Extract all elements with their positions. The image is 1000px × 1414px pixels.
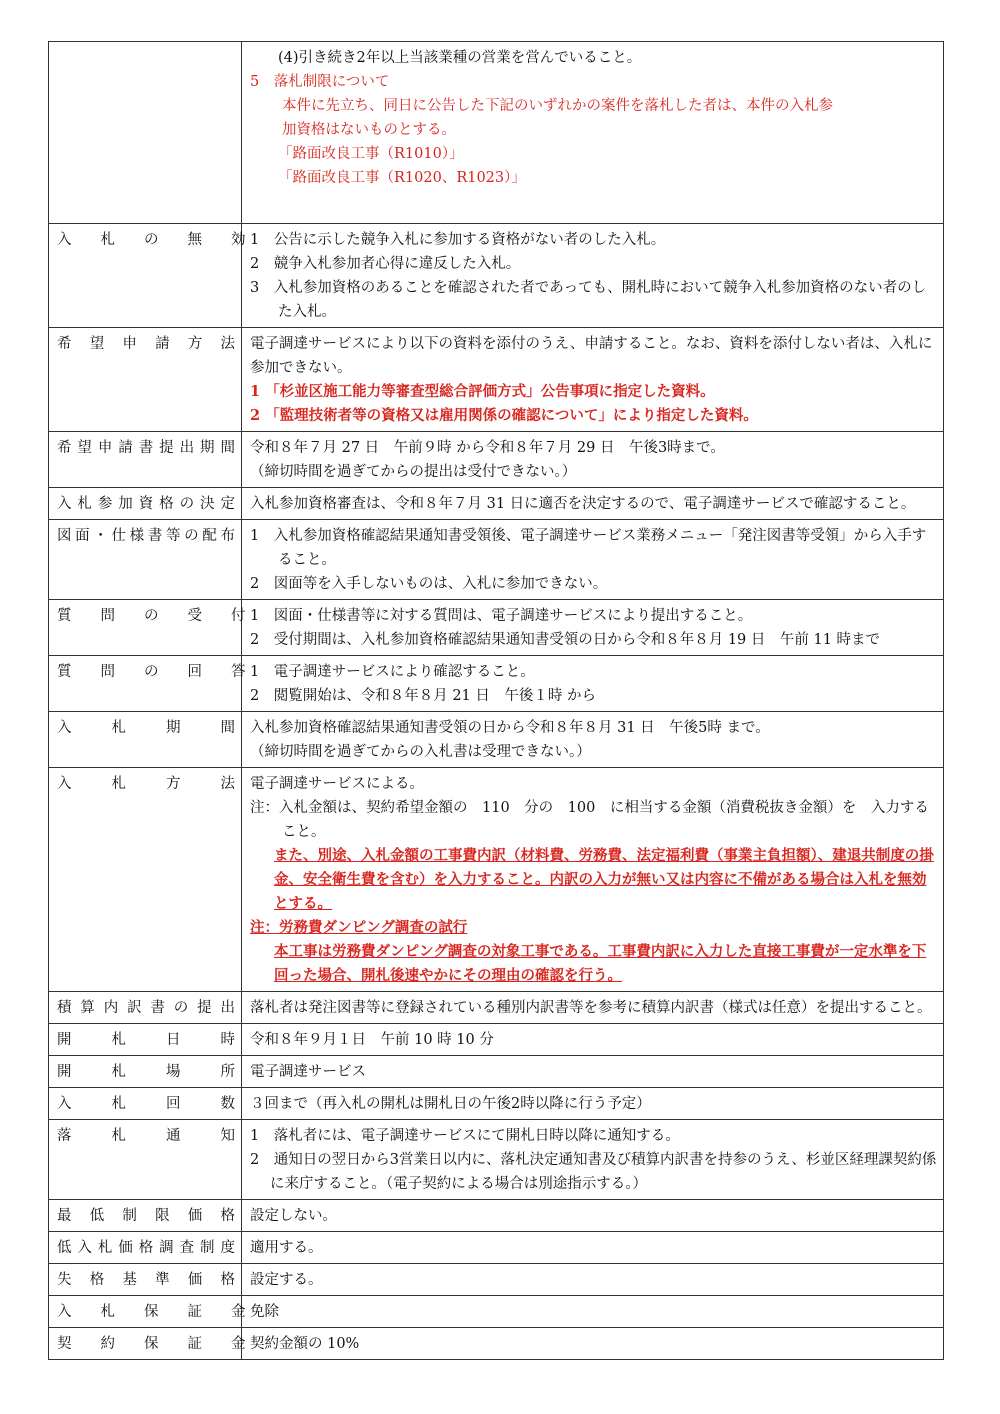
label-text: 積 算 内 訳 書 の 提 出 — [57, 1000, 235, 1016]
text-line: 1 電子調達サービスにより確認すること。 — [250, 664, 535, 680]
label-text: 質 問 の 回 答 — [57, 664, 246, 680]
row-content — [242, 432, 944, 488]
label-text: 入 札 の 無 効 — [57, 232, 246, 248]
row-label — [49, 1264, 242, 1296]
row-content — [242, 600, 944, 656]
table-row — [49, 488, 944, 520]
label-text: 入札参加資格の決定 — [57, 496, 235, 512]
text-line: 設定する。 — [250, 1272, 323, 1288]
row-label — [49, 712, 242, 768]
row-label — [49, 328, 242, 432]
table-row — [49, 328, 944, 432]
table-row — [49, 1200, 944, 1232]
row-label — [49, 656, 246, 712]
row-content — [242, 768, 944, 992]
label-text: 開 札 場 所 — [57, 1064, 235, 1080]
text-line: 設定しない。 — [250, 1208, 337, 1224]
row-content — [242, 488, 944, 520]
row-content — [242, 656, 944, 712]
row-content — [242, 1120, 944, 1200]
table-row — [49, 992, 944, 1024]
text-line: 免除 — [250, 1304, 279, 1320]
row-content — [242, 328, 944, 432]
label-text: 入 札 方 法 — [57, 776, 235, 792]
row-label — [49, 1232, 242, 1264]
row-content — [242, 1264, 944, 1296]
text-line: 入札参加資格審査は、令和８年７月 31 日に適否を決定するので、電子調達サービスで確認すること。 — [250, 496, 916, 512]
text-line: 1 「杉並区施工能力等審査型総合評価方式」公告事項に指定した資料。 — [250, 383, 715, 400]
bid-notice-table — [48, 41, 944, 1360]
text-line: 令和８年７月 27 日 午前９時 から令和８年７月 29 日 午後3時まで。 — [250, 440, 725, 456]
text-line: 令和８年９月１日 午前 10 時 10 分 — [250, 1032, 494, 1048]
text-line: 2 競争入札参加者心得に違反した入札。 — [250, 256, 521, 272]
text-line: 1 入札参加資格確認結果通知書受領後、電子調達サービス業務メニュー「発注図書等受領」から入手すること。 — [250, 528, 927, 568]
table-row — [49, 520, 944, 600]
label-text: 失 格 基 準 価 格 — [57, 1272, 235, 1288]
row-content — [242, 992, 944, 1024]
row-content — [242, 1328, 944, 1360]
text-line: （締切時間を過ぎてからの提出は受付できない。） — [250, 464, 577, 480]
text-line: 2 「監理技術者等の資格又は雇用関係の確認について」により指定した資料。 — [250, 407, 758, 424]
row-label — [49, 488, 242, 520]
row-label — [49, 768, 242, 992]
row-label — [49, 1200, 242, 1232]
row-content — [242, 1024, 944, 1056]
text-line: 2 通知日の翌日から3営業日以内に、落札決定通知書及び積算内訳書を持参のうえ、杉並区経理課契約係に来庁すること。（電子契約による場合は別途指示する。） — [250, 1152, 937, 1192]
text-line: 5 落札制限について — [250, 74, 390, 90]
label-text: 入 札 回 数 — [57, 1096, 235, 1112]
label-text: 最 低 制 限 価 格 — [57, 1208, 235, 1224]
text-line: 「路面改良工事（R1010）」 — [278, 146, 464, 162]
label-text: 入 札 期 間 — [57, 720, 235, 736]
row-content — [242, 42, 944, 224]
row-label — [49, 1328, 246, 1360]
label-text: 質 問 の 受 付 — [57, 608, 246, 624]
label-text: 希望申請書提出期間 — [57, 440, 235, 456]
row-label — [49, 520, 242, 600]
table-row — [49, 1056, 944, 1088]
text-line: 1 公告に示した競争入札に参加する資格がない者のした入札。 — [250, 232, 666, 248]
text-line: また、別途、入札金額の工事費内訳（材料費、労務費、法定福利費（事業主負担額）、建退共制度の掛金、安全衛生費を含む）を入力すること。内訳の入力が無い又は内容に不備がある場合は入札を無効とする。 — [274, 847, 934, 912]
table-row — [49, 1120, 944, 1200]
text-line: 2 受付期間は、入札参加資格確認結果通知書受領の日から令和８年８月 19 日 午前 11 時まで — [250, 632, 881, 648]
row-content — [242, 712, 944, 768]
table-row — [49, 768, 944, 992]
text-line: 2 図面等を入手しないものは、入札に参加できない。 — [250, 576, 608, 592]
row-content — [242, 1296, 944, 1328]
table-row — [49, 1088, 944, 1120]
row-content — [242, 1200, 944, 1232]
label-text: 契 約 保 証 金 — [57, 1336, 246, 1352]
row-label-empty — [49, 42, 242, 224]
text-line: (4)引き続き2年以上当該業種の営業を営んでいること。 — [278, 50, 642, 66]
label-text: 入 札 保 証 金 — [57, 1304, 246, 1320]
table-row — [49, 656, 944, 712]
text-line: 適用する。 — [250, 1240, 323, 1256]
label-text: 開 札 日 時 — [57, 1032, 235, 1048]
table-row — [49, 42, 944, 224]
label-text: 落 札 通 知 — [57, 1128, 235, 1144]
row-label — [49, 224, 246, 328]
table-row — [49, 1264, 944, 1296]
text-line: 電子調達サービス — [250, 1064, 366, 1080]
table-row — [49, 1296, 944, 1328]
text-line: 注：入札金額は、契約希望金額の 110 分の 100 に相当する金額（消費税抜き金額）を 入力すること。 — [250, 800, 929, 840]
text-line: （締切時間を過ぎてからの入札書は受理できない。） — [250, 744, 591, 760]
row-label — [49, 1024, 242, 1056]
row-content — [242, 520, 944, 600]
text-line: 本件に先立ち、同日に公告した下記のいずれかの案件を落札した者は、本件の入札参 — [282, 98, 833, 114]
row-label — [49, 1056, 242, 1088]
row-content — [242, 1232, 944, 1264]
row-content — [242, 1056, 944, 1088]
label-text: 図面・仕様書等の配布 — [57, 528, 235, 544]
text-line: 1 落札者には、電子調達サービスにて開札日時以降に通知する。 — [250, 1128, 680, 1144]
table-row — [49, 432, 944, 488]
row-label — [49, 600, 246, 656]
row-label — [49, 1120, 242, 1200]
text-line: 2 閲覧開始は、令和８年８月 21 日 午後１時 から — [250, 688, 597, 704]
text-line: 注：労務費ダンピング調査の試行 — [250, 919, 468, 936]
table-row — [49, 712, 944, 768]
table-row — [49, 1024, 944, 1056]
row-label — [49, 992, 242, 1024]
text-line: 本工事は労務費ダンピング調査の対象工事である。工事費内訳に入力した直接工事費が一定水準を下回った場合、開札後速やかにその理由の確認を行う。 — [274, 943, 927, 984]
row-content — [242, 1088, 944, 1120]
text-line: 電子調達サービスによる。 — [250, 776, 424, 792]
text-line: 3 入札参加資格のあることを確認された者であっても、開札時において競争入札参加資格のない者のした入札。 — [250, 280, 927, 320]
row-label — [49, 432, 242, 488]
text-line: 入札参加資格確認結果通知書受領の日から令和８年８月 31 日 午後5時 まで。 — [250, 720, 770, 736]
text-line: 加資格はないものとする。 — [282, 122, 456, 138]
table-row — [49, 1328, 944, 1360]
text-line: 1 図面・仕様書等に対する質問は、電子調達サービスにより提出すること。 — [250, 608, 753, 624]
row-content — [242, 224, 944, 328]
label-text: 希 望 申 請 方 法 — [57, 336, 235, 352]
text-line: 契約金額の 10% — [250, 1336, 360, 1352]
table-row — [49, 1232, 944, 1264]
table-row — [49, 600, 944, 656]
text-line: 落札者は発注図書等に登録されている種別内訳書等を参考に積算内訳書（様式は任意）を提出すること。 — [250, 1000, 932, 1016]
row-label — [49, 1296, 246, 1328]
label-text: 低入札価格調査制度 — [57, 1240, 235, 1256]
text-line: 電子調達サービスにより以下の資料を添付のうえ、申請すること。なお、資料を添付しない者は、入札に参加できない。 — [250, 336, 933, 376]
row-label — [49, 1088, 242, 1120]
text-line: 「路面改良工事（R1020、R1023）」 — [278, 170, 526, 186]
text-line: ３回まで（再入札の開札は開札日の午後2時以降に行う予定） — [250, 1096, 651, 1112]
table-row — [49, 224, 944, 328]
